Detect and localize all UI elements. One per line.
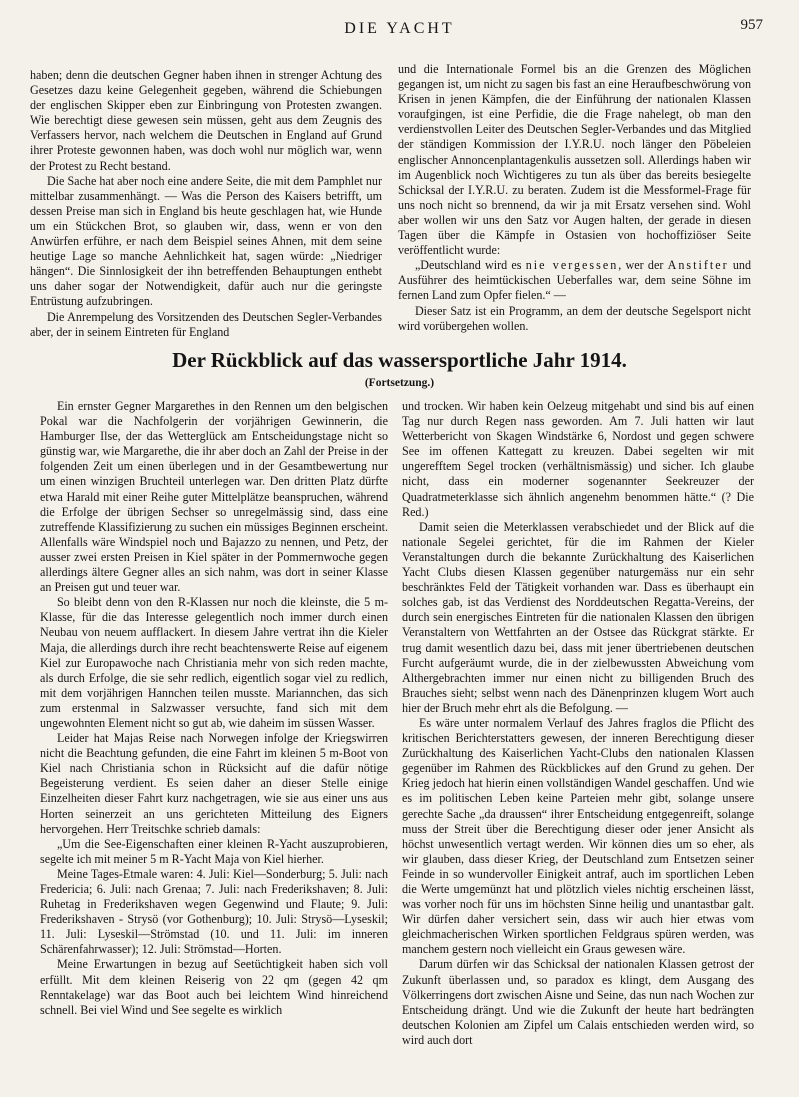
article-title: Der Rückblick auf das wassersportliche Jahr 1914. [172,348,627,372]
paragraph: Dieser Satz ist ein Programm, an dem der deutsche Segelsport nicht wird vorübergehen wollen. [398,303,751,333]
quoted-letter-paragraph: „Um die See-Eigenschaften einer kleinen R-Yacht auszuprobieren, segelte ich mit meiner 5 m R-Yacht Maja von Kiel hierher. [40,836,388,866]
paragraph: So bleibt denn von den R-Klassen nur noch die kleinste, die 5 m-Klasse, für die das Interesse gelegentlich noch immer durch einen Neubau von neuem aufflackert. In diesem Jahre vertrat ihn die Kieler Maja, die allerdings durch ihre recht beachtenswerte Reise auf eigenem Kiel zur Europawoche nach Christiania mehr von sich reden machte, als durch Erfolge, die sie sehr redlich, eigentlich sogar viel zu redlich, mit dem vorjährigen Hannchen teilen musste. Mariannchen, das sich zum erstenmal in Salzwasser versuchte, fand sich mit dem ungewohnten Element nicht so gut ab, wie daheim im süssen Wasser. [40,595,388,730]
quote-text: , wer der [618,258,668,273]
quote-emphasis: nie vergessen [525,258,619,273]
paragraph: Es wäre unter normalem Verlauf des Jahres fraglos die Pflicht des kritischen Berichterstatters gewesen, der inneren Berechtigung dieser Zurückhaltung des Kaiserlichen Yacht-Clubs den nationalen Klassen gegenüber im Rahmen des Rückblickes auf den Grund zu gehen. Der Krieg jedoch hat hierin einen vollständigen Wandel geschaffen. Und wie es im politischen Leben keine Parteien mehr gibt, solange unsere gerechte Sache „da draussen“ ihrer Entscheidung entgegenreift, solange muss der Streit über die Berechtigung dieser oder jener Ansicht als höchst unwesentlich vertagt werden. Wir können dies um so eher, als wir glauben, dass dieser Krieg, der Deutschland zum Entsetzen seiner Feinde in so wundervoller Einigkeit antraf, auch im sportlichen Leben die Werte umgemünzt hat und plötzlich vieles nichtig erscheinen lässt, was vorher noch für uns im höchsten Sinne heilig und unantastbar galt. Wir dürfen daher versichert sein, dass wir auch hier etwas vom gleichmacherischen Wirken sportlichen Feldgraus spüren werden, was manchem gestern noch vielleicht ein Graus gewesen wäre. [402,715,754,957]
article-subtitle: (Fortsetzung.) [364,377,435,389]
quote-text: „Deutschland wird es [414,258,526,273]
article-right-column [402,399,754,1048]
paragraph: haben; denn die deutschen Gegner haben ihnen in strenger Achtung des Gesetzes dazu keine Gelegenheit gegeben, während die Schiebungen der englischen Skipper eben zur Einbringung von Protesten zwangen. Wie berechtigt diese gewesen sein müssen, geht aus dem Zeugnis des Verfassers hervor, nach welchem die Deutschen in England auf Grund ihrer Proteste gewonnen haben, was doch wohl nur möglich war, wenn der Protest zu Recht bestand. [30,68,382,173]
article-left-column [40,399,388,1018]
paragraph: und trocken. Wir haben kein Oelzeug mitgehabt und sind bis auf einen Tag nur durch Regen nass geworden. Am 7. Juli hatten wir laut Wetterbericht von Skagen Windstärke 6, Nordost und gegen schwere See im offenen Kattegatt zu kreuzen. Dabei segelten wir mit ungerefftem Segel trocken (verhältnismässig) und sicher. Ich glaube nicht, dass ein moderner sogenannter Seekreuzer der Quadratmeterklasse sich ähnlich angenehm benommen hätte.“ (? Die Red.) [402,399,754,519]
quotation [398,258,751,303]
paragraph: Die Anrempelung des Vorsitzenden des Deutschen Segler-Verbandes aber, der in seinem Eintreten für England [30,309,382,339]
paragraph: Darum dürfen wir das Schicksal der nationalen Klassen getrost der Zukunft überlassen und, so paradox es klingt, dem Ausgang des Völkerringens dort zwischen Aisne und Seine, das nun nach Wochen zur Entscheidung drängt. Und wie die Zukunft der heute hart bedrängten deutschen Kolonien am Zipfel um Calais entschieden werden wird, so wird auch dort [402,957,754,1047]
top-left-column [30,68,382,340]
paragraph: Die Sache hat aber noch eine andere Seite, die mit dem Pamphlet nur mittelbar zusammenhängt. — Was die Person des Kaisers betrifft, um dessen Preise man sich in England bis heute geschlagen hat, wie Hunde um ein Stückchen Brot, so glauben wir, dass, wenn er von den Anwürfen erführe, er nach dem Beispiel seines Ahnen, mit dem seine heutige Lage so manche Aehnlichkeit hat, sagen würde: „Niedriger hängen“. Die Sinnlosigkeit der ihn betreffenden Behauptungen enthebt uns daher sogar der Notwendigkeit, dafür auch nur die geringste Entrüstung aufzubringen. [30,173,382,309]
quote-text: und Ausführer des heimtückischen Ueberfalles war, dem seine Söhne im fernen Land zum Opfer fielen.“ — [398,258,751,303]
quoted-letter-paragraph: Meine Erwartungen in bezug auf Seetüchtigkeit haben sich voll erfüllt. Mit dem kleinen Reiserig von 22 qm (gegen 42 qm Renntakelage) war das Boot auch bei leichtem Wind hinreichend schnell. Bei viel Wind und See segelte es wirklich [40,957,388,1017]
page-number: 957 [740,17,763,33]
running-header-title: DIE YACHT [344,20,455,37]
paragraph: Ein ernster Gegner Margarethes in den Rennen um den belgischen Pokal war die Nachfolgerin der vorjährigen Gewinnerin, die Hamburger Ilse, der das Wetterglück am Entscheidungstage nicht so günstig war, wie Margarethe, die ihr aber doch an Zahl der Preise in der folgenden Zeit um einen überlegen und in der Gesamtbewertung nur um einen winzigen Bruchteil unterlegen war. Den dritten Platz dürfte etwa Harald mit einer Reihe guter Mittelplätze beanspruchen, während die Erfolge der übrigen Sechser so unregelmässig sind, dass eine zutreffende Klassifizierung zu suchen ein müssiges Beginnen erscheint. Allenfalls wäre Windspiel noch und Bajazzo zu nennen, und Petz, der ausser zwei ersten Preisen in Kiel später in der Pommernwoche gegen allerdings ältere Gegner alles an sich nahm, was dort in seiner Klasse an Preisen gut und teuer war. [40,399,388,595]
paragraph: Damit seien die Meterklassen verabschiedet und der Blick auf die nationale Segelei gerichtet, für die im Rahmen der Kieler Veranstaltungen durch die bekannte Zurückhaltung des Kaiserlichen Yacht Clubs diesen Klassen gegenüber naturgemäss nur ein sehr beschränktes Feld der Tätigkeit vorhanden war. Dass es überhaupt ein solches gab, ist das Verdienst des Norddeutschen Regatta-Vereins, der durch sein energisches Eintreten für die nationalen Klassen den übrigen Veranstaltern von Wettfahrten an der Ostsee das Rückgrat stärkte. Er trug damit wesentlich dazu bei, dass mit jener übertriebenen deutschen Furcht aufgeräumt wurde, die in der zielbewussten Abweichung vom Althergebrachten immer nur einen nicht zu billigenden Bruch des Brauches sieht; selbst wenn nach des Dänenprinzen klugem Wort auch hier der Bruch mehr ehrt als die Befolgung. — [402,519,754,715]
quoted-letter-paragraph: Meine Tages-Etmale waren: 4. Juli: Kiel—Sonderburg; 5. Juli: nach Fredericia; 6. Juli: nach Grenaa; 7. Juli: nach Frederikshaven; 8. Juli: Ruhetag in Frederikshaven wegen Gegenwind und Flaute; 9. Juli: Frederikshaven - Strysö (vor Gothenburg); 10. Juli: Strysö—Lyseskil; 11. Juli: Lyseskil—Strömstad (10. und 11. Juli: im inneren Schärenfahrwasser); 12. Juli: Strömstad—Horten. [40,866,388,957]
paragraph: Leider hat Majas Reise nach Norwegen infolge der Kriegswirren nicht die Beachtung gefunden, die eine Fahrt im kleinen 5 m-Boot von Kiel nach Christiania schon in Rücksicht auf die dafür nötige Begeisterung verdient. Es seien daher an dieser Stelle einige Einzelheiten dieser Fahrt kurz nachgetragen, wie sie aus einer uns aus Horten seinerzeit an uns gerichteten Mitteilung des Eigners hervorgehen. Herr Treitschke schrieb damals: [40,731,388,836]
paragraph: und die Internationale Formel bis an die Grenzen des Möglichen gegangen ist, um nicht zu sagen bis fast an eine Heraufbeschwörung von Krisen in jenen Kämpfen, die der Einführung der nationalen Klassen voraufgingen, ist eine Perfidie, die die Frage nahelegt, ob man den verdienstvollen Leiter des Deutschen Segler-Verbandes und das Mitglied der ständigen Kommission der I.Y.R.U. noch länger den Pöbeleien englischer Annoncenplantagenkulis aussetzen soll. Allerdings haben wir im Augenblick noch Wichtigeres zu tun als über das bereits besiegelte Schicksal der I.Y.R.U. zu beraten. Zudem ist die Messformel-Frage für uns noch nicht so brennend, da wir ja mit Ersatz versehen sind. Wohl aber wollen wir uns den Satz vor Augen halten, der gerade in diesen Tagen über die Kämpfe in Ostasien von hochoffiziöser Seite veröffentlicht wurde: [398,62,751,258]
top-right-column [398,62,751,334]
quote-emphasis: Anstifter [667,258,729,273]
